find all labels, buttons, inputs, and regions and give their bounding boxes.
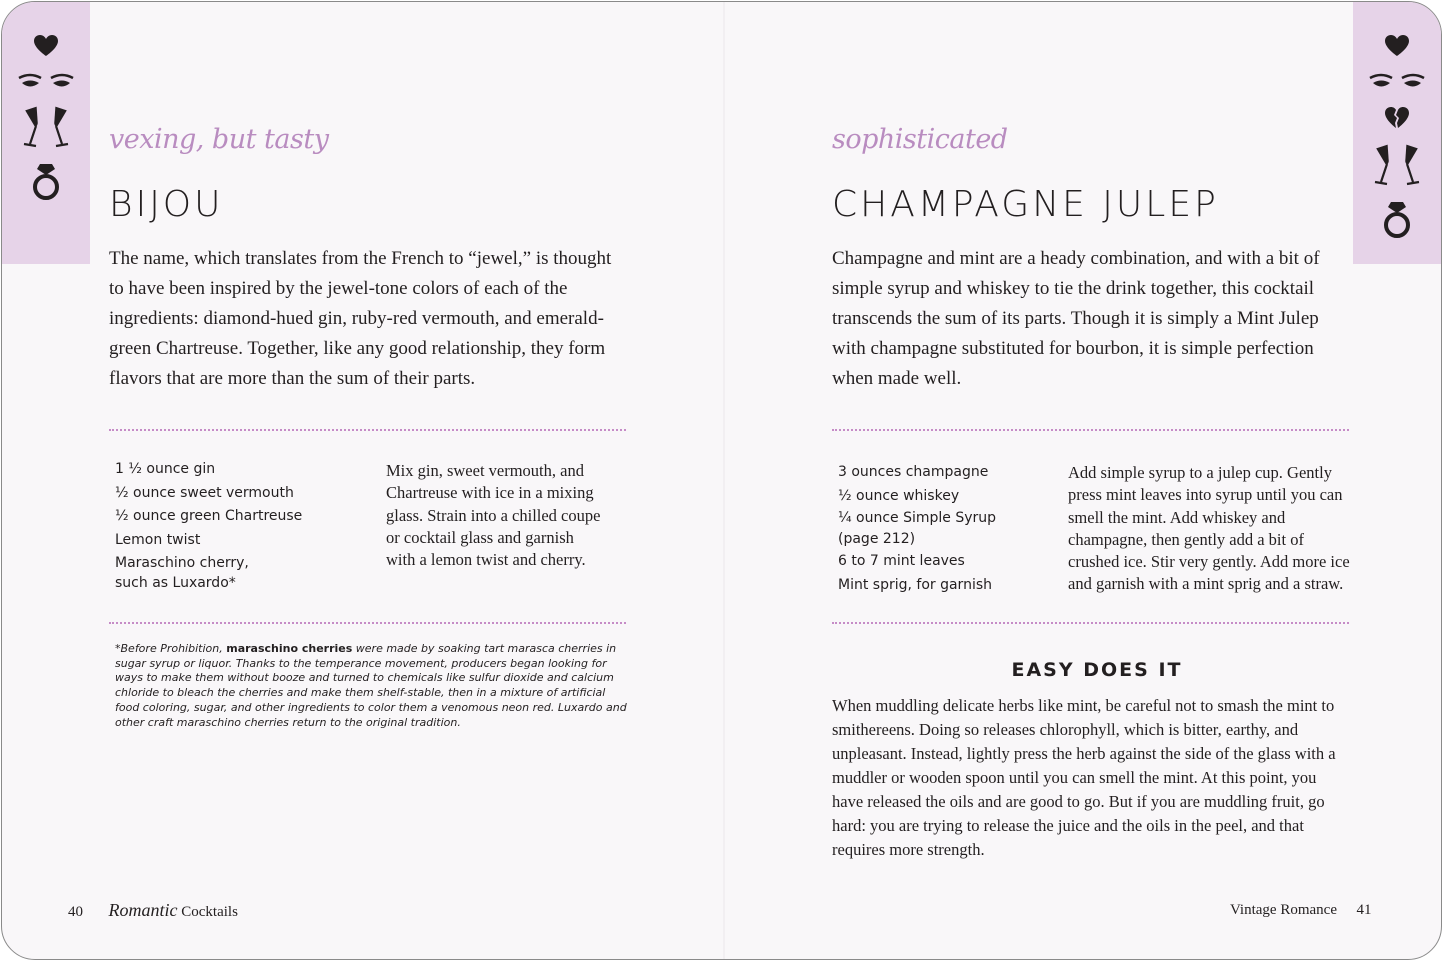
left-footnote bbox=[115, 642, 627, 730]
ring-icon bbox=[1382, 200, 1412, 240]
ring-icon bbox=[31, 162, 61, 202]
page-number: 40 bbox=[68, 904, 83, 920]
right-folio bbox=[1230, 902, 1371, 919]
right-recipe-title: CHAMPAGNE JULEP bbox=[832, 184, 1219, 225]
eyes-icon bbox=[1368, 72, 1426, 92]
footnote-intro: *Before Prohibition, bbox=[115, 642, 227, 655]
footnote-rest: were made by soaking tart marasca cherries in sugar syrup or liquor. Thanks to the temperance movement, producers began looking for ways to make them without booze and turned to chemicals like sulfur dioxide and calcium chloride to bleach the cherries and make them shelf-stable, then in a mixture of artificial food coloring, sugar, and other ingredients to color them a venomous neon red. Luxardo and other craft maraschino cherries return to the original tradition. bbox=[115, 642, 627, 729]
ingredient: 6 to 7 mint leaves bbox=[838, 553, 965, 569]
heart-icon bbox=[33, 34, 59, 58]
heart-icon bbox=[1384, 34, 1410, 58]
right-thumb-tab bbox=[1353, 2, 1441, 264]
right-ingredients bbox=[838, 461, 1058, 597]
ingredient: ½ ounce sweet vermouth bbox=[115, 484, 294, 501]
right-method: Add simple syrup to a julep cup. Gently press mint leaves into syrup until you can smell the mint. Add whiskey and champagne, then gently add a bit of crushed ice. Stir very gently. Add more ice and garnish with a mint sprig and a straw. bbox=[1068, 463, 1350, 594]
ingredient bbox=[838, 508, 1058, 529]
left-intro: The name, which translates from the French to “jewel,” is thought to have been inspired by the jewel-tone colors of each of the ingredients: diamond-hued gin, ruby-red vermouth, and emerald-green Chartreuse. Together, like any good relationship, they form flavors that are more than the sum of their parts. bbox=[109, 248, 612, 389]
ingredient: 1 ½ ounce gin bbox=[115, 461, 216, 477]
ingredient: Mint sprig, for garnish bbox=[838, 576, 992, 593]
left-tagline: vexing, but tasty bbox=[109, 124, 329, 155]
left-divider-top bbox=[109, 429, 626, 431]
ingredient: Lemon twist bbox=[115, 531, 201, 548]
simple-syrup-link[interactable]: Simple Syrup bbox=[903, 510, 997, 526]
right-intro: Champagne and mint are a heady combination, and with a bit of simple syrup and whiskey to tie the drink together, this cocktail transcends the sum of its parts. Though it is simply a Mint Julep with champagne substituted for bourbon, it is simple perfection when made well. bbox=[832, 248, 1320, 389]
left-recipe-title: BIJOU bbox=[109, 184, 224, 225]
footnote-bold: maraschino cherries bbox=[226, 642, 353, 655]
eyes-icon bbox=[17, 72, 75, 92]
champagne-toast-icon bbox=[22, 106, 70, 148]
left-folio bbox=[68, 900, 238, 921]
ingredient: 3 ounces champagne bbox=[838, 464, 989, 480]
left-ingredients bbox=[115, 458, 365, 592]
ingredient: ½ ounce whiskey bbox=[838, 487, 960, 504]
page-number: 41 bbox=[1356, 902, 1372, 918]
champagne-toast-icon bbox=[1373, 144, 1421, 186]
book-spread bbox=[1, 1, 1442, 960]
left-method: Mix gin, sweet vermouth, and Chartreuse with ice in a mixing glass. Strain into a chilled coupe or cocktail glass and garnish with a lemon twist and cherry. bbox=[386, 461, 601, 570]
broken-heart-icon bbox=[1384, 106, 1410, 130]
ingredient: such as Luxardo* bbox=[115, 575, 236, 591]
left-divider-bottom bbox=[109, 622, 626, 624]
sidebar-title: EASY DOES IT bbox=[1011, 659, 1183, 681]
running-head: Vintage Romance bbox=[1230, 902, 1337, 918]
ingredient-amount: ¼ ounce bbox=[838, 510, 904, 526]
right-tagline: sophisticated bbox=[832, 124, 1008, 155]
running-head: Cocktails bbox=[181, 904, 238, 920]
ingredient: (page 212) bbox=[838, 531, 916, 547]
ingredient: Maraschino cherry, bbox=[115, 555, 249, 571]
gutter bbox=[723, 2, 725, 959]
running-head-brand: Romantic bbox=[108, 900, 178, 920]
right-divider-top bbox=[832, 429, 1349, 431]
left-thumb-tab bbox=[2, 2, 90, 264]
ingredient: ½ ounce green Chartreuse bbox=[115, 508, 303, 524]
right-divider-bottom bbox=[832, 622, 1349, 624]
sidebar-text: When muddling delicate herbs like mint, be careful not to smash the mint to smithereens. Doing so releases chlorophyll, which is bitter, earthy, and unpleasant. Instead, lightly press the herb against the side of the glass with a muddler or wooden spoon until you can smell the mint. At this point, you have released the oils and are good to go. But if you are muddling fruit, go hard: you are trying to release the juice and the oils in the peel, and that requires more strength. bbox=[832, 696, 1336, 859]
